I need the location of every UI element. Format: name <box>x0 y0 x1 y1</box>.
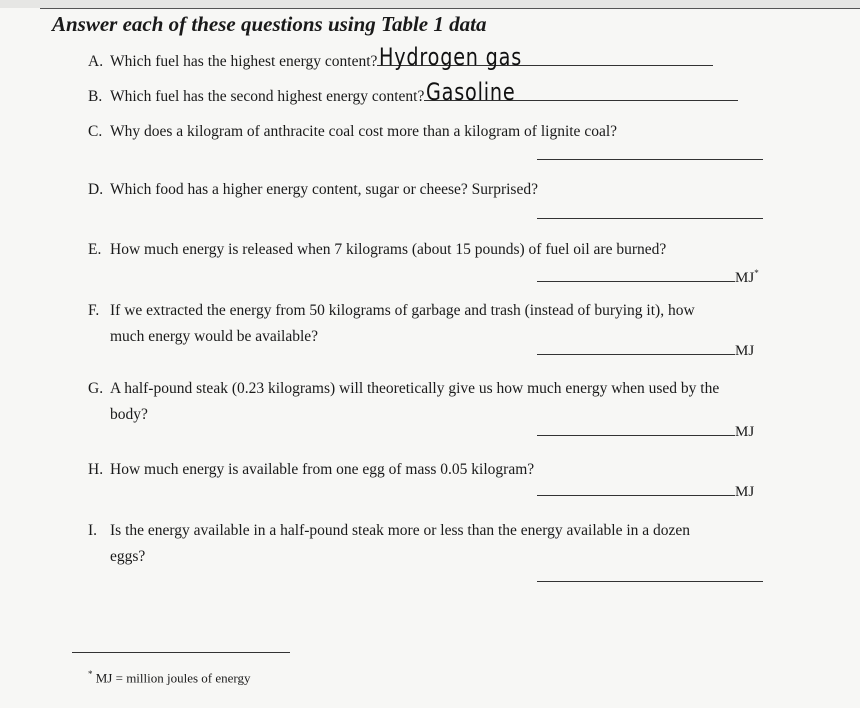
question-label: G. <box>88 380 104 397</box>
question-c <box>88 119 617 145</box>
question-text: Which food has a higher energy content, sugar or cheese? Surprised? <box>110 181 538 198</box>
question-text: Is the energy available in a half-pound steak more or less than the energy available in a dozen <box>110 522 691 539</box>
answer-field-e[interactable] <box>537 268 759 287</box>
unit-label: MJ <box>735 343 755 359</box>
answer-field-f[interactable] <box>537 343 754 360</box>
question-label: H. <box>88 461 104 478</box>
question-a <box>88 43 713 75</box>
question-text: Which fuel has the second highest energy content? <box>110 88 425 105</box>
question-label: B. <box>88 88 103 105</box>
question-h <box>88 457 534 483</box>
question-text: How much energy is available from one egg of mass 0.05 kilogram? <box>110 461 535 478</box>
question-b <box>88 78 738 110</box>
question-g <box>88 376 762 428</box>
handwritten-answer: Hydrogen gas <box>379 43 523 71</box>
question-text-cont: eggs? <box>110 548 146 565</box>
answer-field-g[interactable] <box>537 424 754 441</box>
divider <box>40 8 860 9</box>
footnote-text: MJ = million joules of energy <box>95 670 251 686</box>
question-d <box>88 177 538 203</box>
answer-field-b[interactable] <box>424 78 738 106</box>
footnote-mark: * <box>88 669 93 679</box>
question-text-cont: much energy would be available? <box>110 328 319 345</box>
answer-field-a[interactable] <box>377 43 713 71</box>
unit-label: MJ <box>735 424 755 440</box>
page-title: Answer each of these questions using Table 1 data <box>52 12 487 36</box>
question-text: How much energy is released when 7 kilograms (about 15 pounds) of fuel oil are burned? <box>110 241 667 258</box>
footnote-mark: * <box>754 268 759 278</box>
question-label: D. <box>88 181 104 198</box>
question-label: E. <box>88 241 102 258</box>
unit-label: MJ <box>735 484 755 500</box>
unit-label: MJ <box>735 270 755 286</box>
answer-field-c[interactable] <box>537 148 763 165</box>
question-label: I. <box>88 522 98 539</box>
question-label: F. <box>88 302 100 319</box>
footnote-divider <box>72 652 290 653</box>
question-e <box>88 237 666 263</box>
scan-edge <box>0 0 860 8</box>
question-text: A half-pound steak (0.23 kilograms) will theoretically give us how much energy when used by the <box>110 380 720 397</box>
question-text: If we extracted the energy from 50 kilograms of garbage and trash (instead of burying it), how <box>110 302 695 319</box>
question-text: Why does a kilogram of anthracite coal cost more than a kilogram of lignite coal? <box>110 123 618 140</box>
question-text-cont: body? <box>110 406 148 423</box>
question-text: Which fuel has the highest energy content? <box>110 53 378 70</box>
question-label: A. <box>88 53 104 70</box>
answer-field-i[interactable] <box>537 570 763 587</box>
question-label: C. <box>88 123 103 140</box>
footnote <box>88 669 251 686</box>
answer-field-h[interactable] <box>537 484 754 501</box>
question-i <box>88 518 762 570</box>
answer-field-d[interactable] <box>537 207 763 224</box>
handwritten-answer: Gasoline <box>426 78 516 106</box>
